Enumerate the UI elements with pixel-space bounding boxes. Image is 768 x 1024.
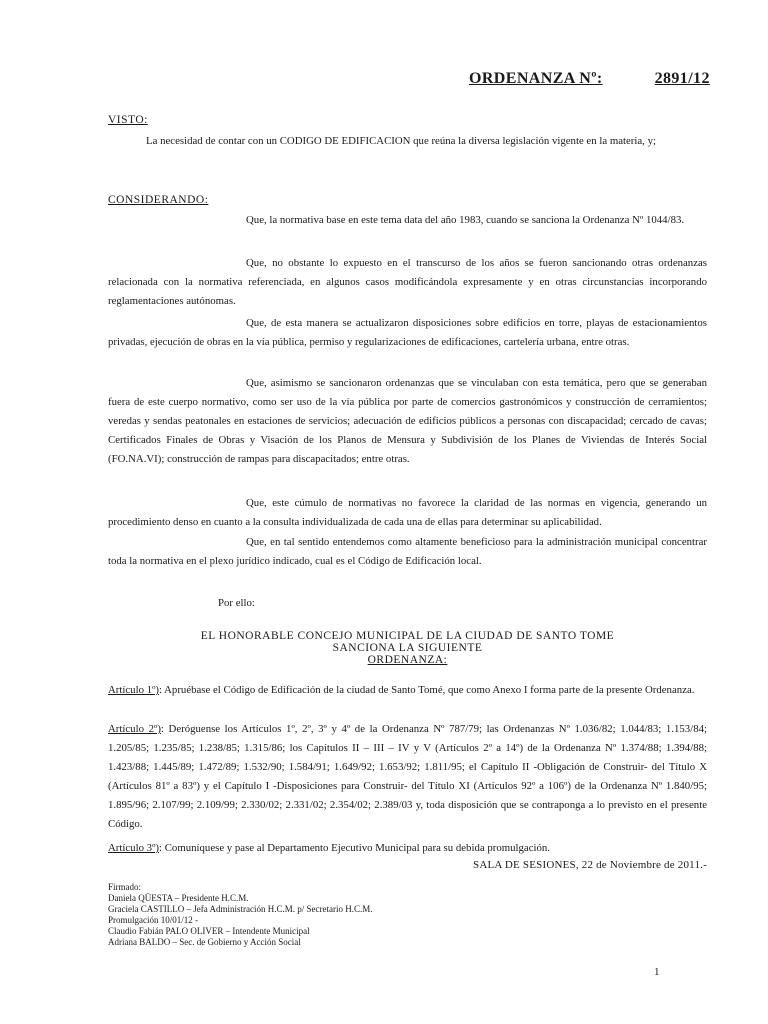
council-line: EL HONORABLE CONCEJO MUNICIPAL DE LA CIUDAD DE SANTO TOME [200, 630, 615, 642]
firma-line: Promulgación 10/01/12 - [108, 915, 198, 925]
firma-line: Firmado: [108, 882, 141, 892]
ordenanza-heading-text: ORDENANZA: [367, 654, 448, 666]
visto-text: La necesidad de contar con un CODIGO DE EDIFICACION que reúna la diversa legislación vigente en la materia, y; [146, 135, 656, 147]
sanciona-line: SANCIONA LA SIGUIENTE [332, 642, 483, 654]
considerando-paragraph-4: Que, asimismo se sancionaron ordenanzas que se vinculaban con esta temática, pero que se generaban fuera de este cuerpo normativo, como ser uso de la vía pública por parte de comercios gastronómicos y construcción de cerramientos; veredas y sendas peatonales en estaciones de servicios; adecuación de edificios públicos a personas con discapacidad; cercado de cavas; Certificados Finales de Obras y Visación de los Planos de Mensura y Subdivisión de los Planes de Viviendas de Interés Social (FO.NA.VI); construcción de rampas para discapacitados; entre otras. [108, 377, 707, 465]
articulo-1 [108, 681, 707, 700]
articulo-3 [108, 839, 707, 858]
articulo-1-text: : Apruébase el Código de Edificación de la ciudad de Santo Tomé, que como Anexo I forma parte de la presente Ordenanza. [159, 684, 695, 696]
considerando-paragraph-3: Que, de esta manera se actualizaron disposiciones sobre edificios en torre, playas de estacionamientos privadas, ejecución de obras en la vía pública, permiso y regularizaciones de edificaciones, cartelería urbana, entre otras. [108, 317, 707, 348]
page-number: 1 [654, 966, 660, 978]
articulo-2 [108, 720, 707, 834]
considerando-paragraph-1: Que, la normativa base en este tema data del año 1983, cuando se sanciona la Ordenanza Nº 1044/83. [246, 214, 685, 226]
articulo-1-label: Artículo 1º) [108, 684, 160, 696]
considerando-paragraph-6: Que, en tal sentido entendemos como altamente beneficioso para la administración municipal concentrar toda la normativa en el plexo jurídico indicado, cual es el Código de Edificación local. [108, 536, 707, 567]
por-ello: Por ello: [218, 597, 255, 609]
firma-line: Claudio Fabián PALO OLIVER – Intendente Municipal [108, 926, 310, 936]
signatures-block [108, 882, 372, 948]
considerando-paragraph-5: Que, este cúmulo de normativas no favorece la claridad de las normas en vigencia, generando un procedimiento denso en cuanto a la consulta individualizada de cada una de ellas para determinar su aplicabilidad. [108, 497, 707, 528]
articulo-2-text: : Deróguense los Artículos 1º, 2º, 3º y 4º de la Ordenanza Nº 787/79; las Ordenanzas Nº 1.036/82; 1.044/83; 1.153/84; 1.205/85; 1.235/85; 1.238/85; 1.315/86; los Capítulos II – III – IV y V (Artículos 2º a 14º) de la Ordenanza Nº 1.374/88; 1.394/88; 1.423/88; 1.445/89; 1.472/89; 1.532/90; 1.584/91; 1.649/92; 1.653/92; 1.811/95; el Capítulo II -Obligación de Construir- del Título X (Artículos 81º a 83º) y el Capítulo I -Disposiciones para Construir- del Título XI (Artículos 92º a 106º) de la Ordenanza Nº 1.840/95; 1.895/96; 2.107/99; 2.109/99; 2.330/02; 2.331/02; 2.354/02; 2.389/03 y, toda disposición que se contraponga a lo previsto en el presente Código. [108, 723, 707, 830]
considerando-paragraph-2: Que, no obstante lo expuesto en el transcurso de los años se fueron sancionando otras ordenanzas relacionada con la normativa referenciada, en algunos casos modificándola expresamente y en otras circunstancias incorporando reglamentaciones autónomas. [108, 257, 707, 307]
articulo-3-text: : Comuníquese y pase al Departamento Ejecutivo Municipal para su debida promulgación. [159, 842, 551, 854]
ordenanza-heading [108, 654, 707, 666]
ordinance-number: 2891/12 [654, 70, 710, 87]
visto-heading: VISTO: [108, 114, 148, 126]
firma-line: Graciela CASTILLO – Jefa Administración H.C.M. p/ Secretario H.C.M. [108, 904, 373, 914]
considerando-heading: CONSIDERANDO: [108, 194, 209, 206]
articulo-2-label: Artículo 2º) [108, 723, 161, 735]
articulo-3-label: Artículo 3º) [108, 842, 160, 854]
ordinance-title-label: ORDENANZA Nº: [469, 70, 603, 87]
sala-de-sesiones: SALA DE SESIONES, 22 de Noviembre de 2011.- [473, 859, 707, 871]
ordinance-title [469, 70, 719, 88]
firma-line: Adriana BALDO – Sec. de Gobierno y Acción Social [108, 937, 301, 947]
firma-line: Daniela QÜESTA – Presidente H.C.M. [108, 893, 249, 903]
